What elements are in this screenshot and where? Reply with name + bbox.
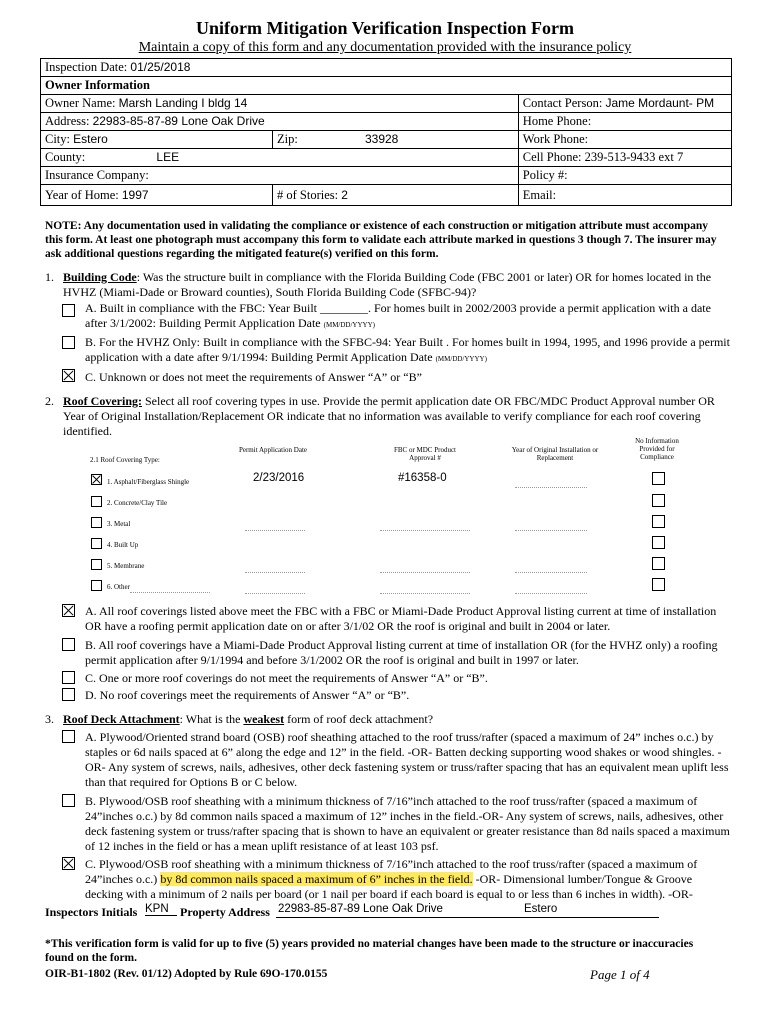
county-cell	[41, 149, 519, 167]
q3-c-post: -OR- Dimensional lumber/Tongue & Groove decking with a minimum of 2 nails per board (or 1 nail per board if each board is equal to or less than 6 inches in width). -OR-	[85, 872, 693, 901]
product-approval-field[interactable]	[380, 529, 470, 531]
q2-title: Roof Covering:	[63, 394, 142, 408]
q3-c-text	[85, 857, 730, 902]
q1-b-format: (MM/DD/YYYY)	[435, 355, 487, 363]
cell-phone-label: Cell Phone:	[522, 150, 582, 164]
home-phone-label: Home Phone:	[522, 114, 592, 128]
q2-number: 2.	[45, 394, 54, 408]
home-phone-cell	[518, 113, 731, 131]
product-approval-field[interactable]	[380, 592, 470, 594]
owner-info-table	[40, 58, 732, 206]
insurance-cell	[41, 167, 519, 185]
year-installed-field[interactable]	[515, 592, 587, 594]
q2-b-checkbox[interactable]	[62, 638, 75, 651]
q3-a-label: A. Plywood/Oriented strand board (OSB) roof sheathing attached to the roof truss/rafter (spaced a maximum of 24” inches o.c.) by staples or 6d nails spaced at 6” along the edge and 12” in the field. -OR- Batten decking supporting wood shakes or wood shingles. -OR- Any system of screws, nails, adhesives, other deck fastening system or truss/rafter spacing that has an equivalent mean uplift less than that required for Options B or C below.	[85, 730, 729, 789]
zip-cell	[273, 131, 519, 149]
county-label: County:	[45, 150, 86, 164]
col-product-approval: FBC or MDC Product Approval #	[393, 446, 457, 462]
q1-a-format: (MM/DD/YYYY)	[323, 321, 375, 329]
q1-b-checkbox[interactable]	[62, 336, 75, 349]
owner-name-label: Owner Name:	[45, 96, 116, 110]
year-cell	[41, 185, 273, 206]
q1-b-label: B. For the HVHZ Only: Built in compliance with the SFBC-94: Year Built . For homes built in 1994, 1995, and 1996 provide a permit application with a date after 9/1/1994: Building Permit Application Date	[85, 335, 730, 364]
q3-c-pre: C. Plywood/OSB roof sheathing with a minimum thickness of 7/16”inch attached to the roof truss/rafter (spaced a maximum of 24”inches o.c.)	[85, 857, 698, 886]
cell-phone-value[interactable]: 239-513-9433 ext 7	[584, 150, 684, 164]
q2-question	[63, 394, 731, 439]
no-info-checkbox[interactable]	[652, 494, 665, 507]
inspector-initials-value[interactable]: KPN	[145, 903, 177, 916]
page-number: Page 1 of 4	[590, 967, 650, 982]
no-info-checkbox[interactable]	[652, 536, 665, 549]
product-approval-field[interactable]	[380, 571, 470, 573]
roof-type-label: 6. Other	[107, 583, 130, 591]
roof-type-label: 2. Concrete/Clay Tile	[107, 499, 168, 507]
q2-c-checkbox[interactable]	[62, 671, 75, 684]
year-label: Year of Home:	[45, 187, 119, 202]
q3-c-highlight: by 8d common nails spaced a maximum of 6” inches in the field.	[160, 872, 473, 886]
cell-phone-cell	[518, 149, 731, 167]
col-permit-date: Permit Application Date	[238, 446, 308, 454]
city-value[interactable]: Estero	[73, 132, 108, 146]
address-cell	[41, 113, 519, 131]
form-title: Uniform Mitigation Verification Inspection Form	[196, 18, 574, 38]
q1-c-label: C. Unknown or does not meet the requirements of Answer “A” or “B”	[85, 370, 422, 384]
validity-notice: *This verification form is valid for up to five (5) years provided no material changes have been made to the structure or inaccuracies found on the form.	[45, 938, 694, 964]
stories-value[interactable]: 2	[341, 187, 348, 202]
no-info-checkbox[interactable]	[652, 578, 665, 591]
roof-type-checkbox[interactable]	[91, 580, 102, 591]
col-roof-type: 2.1 Roof Covering Type:	[90, 456, 160, 464]
city-label: City:	[45, 132, 71, 146]
q1-c-checkbox[interactable]	[62, 369, 75, 382]
q2-a-checkbox[interactable]	[62, 604, 75, 617]
inspection-date-cell	[41, 59, 732, 77]
inspection-date-value[interactable]: 01/25/2018	[130, 60, 191, 74]
county-value[interactable]: LEE	[156, 150, 180, 164]
q3-number: 3.	[45, 712, 54, 726]
q3-text-post: form of roof deck attachment?	[284, 712, 434, 726]
product-approval-value[interactable]: #16358-0	[398, 472, 447, 484]
roof-type-checkbox[interactable]	[91, 496, 102, 507]
zip-value[interactable]: 33928	[364, 132, 399, 146]
roof-type-label: 3. Metal	[107, 520, 131, 528]
q2-b-label: B. All roof coverings have a Miami-Dade Product Approval listing current at time of installation OR (for the HVHZ only) a roofing permit application after 9/1/1994 and before 3/1/2002 OR the roof is original and built in 1997 or later.	[85, 638, 718, 667]
year-installed-field[interactable]	[515, 529, 587, 531]
roof-type-checkbox[interactable]	[91, 474, 102, 485]
contact-cell	[518, 95, 731, 113]
roof-type-checkbox[interactable]	[91, 517, 102, 528]
work-phone-label: Work Phone:	[522, 132, 589, 146]
q1-text: : Was the structure built in compliance with the Florida Building Code (FBC 2001 or later) OR for homes located in the HVHZ (Miami-Dade or Broward counties), South Florida Building Code (SFBC-94)?	[63, 270, 712, 299]
other-type-field[interactable]	[130, 591, 210, 593]
form-id: OIR-B1-1802 (Rev. 01/12) Adopted by Rule 69O-170.0155	[45, 968, 328, 980]
contact-value[interactable]: Jame Mordaunt- PM	[605, 96, 715, 110]
zip-label: Zip:	[277, 132, 298, 146]
permit-date-field[interactable]	[245, 529, 305, 531]
q3-title: Roof Deck Attachment	[63, 712, 180, 726]
address-label: Address:	[45, 114, 90, 128]
email-label: Email:	[522, 187, 557, 202]
form-subtitle: Maintain a copy of this form and any documentation provided with the insurance policy	[138, 40, 632, 55]
year-installed-field[interactable]	[515, 486, 587, 488]
q1-a-checkbox[interactable]	[62, 304, 75, 317]
permit-date-field[interactable]	[245, 592, 305, 594]
q2-text: Select all roof covering types in use. Provide the permit application date OR FBC/MDC Product Approval number OR Year of Original Installation/Replacement OR indicate that no information was available to verify compliance for each roof covering identified.	[63, 394, 715, 438]
q1-a-text	[85, 301, 730, 333]
year-value[interactable]: 1997	[121, 187, 149, 202]
q1-question	[63, 270, 731, 300]
roof-type-checkbox[interactable]	[91, 538, 102, 549]
no-info-checkbox[interactable]	[652, 515, 665, 528]
q3-c-checkbox[interactable]	[62, 857, 75, 870]
q1-number: 1.	[45, 270, 54, 284]
inspection-date-label: Inspection Date:	[45, 60, 128, 74]
work-phone-cell	[518, 131, 731, 149]
city-cell	[41, 131, 273, 149]
roof-type-label: 4. Built Up	[107, 541, 139, 549]
q3-b-checkbox[interactable]	[62, 794, 75, 807]
permit-date-value[interactable]: 2/23/2016	[253, 472, 305, 484]
year-installed-field[interactable]	[515, 571, 587, 573]
address-value[interactable]: 22983-85-87-89 Lone Oak Drive	[92, 114, 265, 128]
email-cell	[518, 185, 731, 206]
col-year-installed: Year of Original Installation or Replacement	[511, 446, 599, 462]
roof-type-label: 1. Asphalt/Fiberglass Shingle	[107, 478, 190, 486]
property-address-value: 22983-85-87-89 Lone Oak Drive	[278, 903, 443, 915]
q3-text-pre: : What is the	[179, 712, 244, 726]
property-address-field[interactable]	[276, 903, 659, 918]
q3-b-label: B. Plywood/OSB roof sheathing with a minimum thickness of 7/16”inch attached to the roof truss/rafter (spaced a maximum of 24”inches o.c.) by 8d common nails spaced a maximum of 12” inches in the field.-OR- Any system of screws, nails, adhesives, other deck fastening system or truss/rafter spacing that is shown to have an equivalent or greater resistance than 8d nails spaced a maximum of 12 inches in the field or has a mean uplift resistance of at least 103 psf.	[85, 794, 730, 853]
owner-info-heading-cell	[41, 77, 732, 95]
q2-c-label: C. One or more roof coverings do not meet the requirements of Answer “A” or “B”.	[85, 671, 488, 685]
q1-b-text	[85, 335, 730, 367]
q2-d-checkbox[interactable]	[62, 688, 75, 701]
policy-label: Policy #:	[522, 168, 568, 182]
roof-type-label: 5. Membrane	[107, 562, 145, 570]
inspector-initials-label: Inspectors Initials	[45, 905, 138, 919]
q1-title: Building Code	[63, 270, 137, 284]
q2-d-label: D. No roof coverings meet the requirements of Answer “A” or “B”.	[85, 688, 410, 702]
contact-label: Contact Person:	[522, 96, 603, 110]
q3-weakest: weakest	[243, 712, 285, 726]
note-text: NOTE: Any documentation used in validating the compliance or existence of each construction or mitigation attribute must accompany this form. At least one photograph must accompany this form to validate each attribute marked in questions 3 though 7. The insurer may ask additional questions regarding the mitigated feature(s) verified on this form.	[45, 220, 717, 260]
owner-name-cell	[41, 95, 519, 113]
q3-a-checkbox[interactable]	[62, 730, 75, 743]
owner-name-value[interactable]: Marsh Landing I bldg 14	[118, 96, 248, 110]
policy-cell	[518, 167, 731, 185]
owner-info-heading: Owner Information	[45, 78, 150, 92]
insurance-label: Insurance Company:	[45, 168, 149, 182]
no-info-checkbox[interactable]	[652, 557, 665, 570]
stories-cell	[273, 185, 519, 206]
stories-label: # of Stories:	[277, 187, 339, 202]
property-city-value: Estero	[524, 903, 558, 915]
roof-type-checkbox[interactable]	[91, 559, 102, 570]
permit-date-field[interactable]	[245, 571, 305, 573]
q2-a-label: A. All roof coverings listed above meet the FBC with a FBC or Miami-Dade Product Approval listing current at time of installation OR have a roofing permit application date on or after 3/1/02 OR the roof is original and built in 2004 or later.	[85, 604, 717, 633]
no-info-checkbox[interactable]	[652, 472, 665, 485]
col-no-info: No Information Provided for Compliance	[635, 437, 679, 461]
property-address-label: Property Address	[180, 905, 270, 919]
q1-a-label: A. Built in compliance with the FBC: Year Built ________. For homes built in 2002/2003 provide a permit application with a date after 3/1/2002: Building Permit Application Date	[85, 301, 711, 330]
q3-question	[63, 712, 731, 727]
